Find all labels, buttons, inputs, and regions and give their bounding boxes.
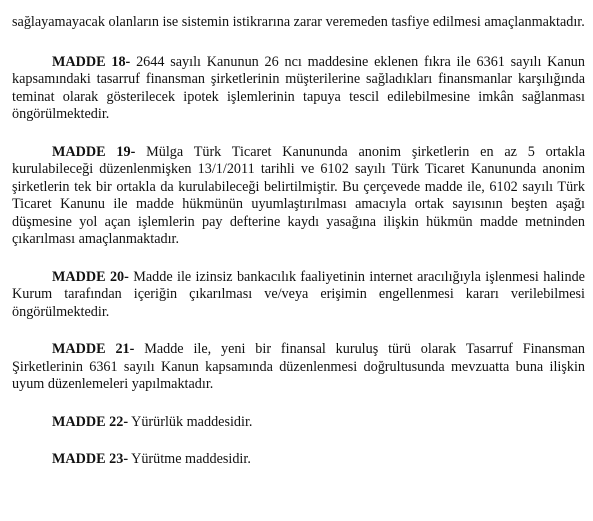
article-label: MADDE 19-: [52, 143, 136, 160]
article-label: MADDE 23-: [52, 451, 129, 467]
paragraph-text: sağlayamayacak olanların ise sistemin istikrarına zarar veremeden tasfiye edilmesi amaçlanmaktadır.: [12, 14, 585, 30]
paragraph-madde-23: [12, 451, 585, 469]
paragraph-madde-19: [12, 144, 585, 249]
paragraph-text: Yürürlük maddesidir.: [128, 413, 253, 430]
paragraph-text: Mülga Türk Ticaret Kanununda anonim şirketlerin en az 5 ortakla kurulabileceği düzenlenmişken 13/1/2011 tarihli ve 6102 sayılı Türk Ticaret Kanununda anonim şirketlerin tek bir ortakla da kurulabileceği belirtilmiştir. Bu çerçevede madde ile, 6102 sayılı Türk Ticaret Kanunu ile madde hükmünün uyumlaştırılması amacıyla ortak sayısının beşten aşağı düşmesine yol açan işlemlerin pay defterine kaydı yasağına ilişkin hükmün madde metninden çıkarılması amaçlanmaktadır.: [12, 143, 585, 247]
paragraph-madde-20: [12, 269, 585, 322]
paragraph-madde-22: [12, 414, 585, 432]
article-label: MADDE 22-: [52, 413, 129, 430]
article-label: MADDE 21-: [52, 341, 135, 357]
paragraph-continuation: [12, 14, 585, 32]
article-label: MADDE 18-: [52, 53, 131, 70]
paragraph-text: Yürütme maddesidir.: [128, 451, 251, 467]
paragraph-text: Madde ile, yeni bir finansal kuruluş türü olarak Tasarruf Finansman Şirketlerinin 6361 sayılı Kanun kapsamında düzenlenmesi doğrultusunda mevzuatta buna ilişkin uyum düzenlemeleri yapılmaktadır.: [12, 341, 585, 392]
paragraph-text: 2644 sayılı Kanunun 26 ncı maddesine eklenen fıkra ile 6361 sayılı Kanun kapsamındaki tasarruf finansman şirketlerinin müşterilerine sağladıkları finansmanlar karşılığında teminat olarak gösterilecek ipotek işlemlerinin tapuya tescil edilebilmesine imkân sağlanması öngörülmektedir.: [12, 53, 585, 122]
paragraph-madde-18: [12, 54, 585, 124]
paragraph-text: Madde ile izinsiz bankacılık faaliyetinin internet aracılığıyla işlenmesi halinde Kurum tarafından içeriğin çıkarılması ve/veya erişimin engellenmesi kararı verilebilmesi öngörülmektedir.: [12, 268, 585, 320]
paragraph-madde-21: [12, 341, 585, 394]
article-label: MADDE 20-: [52, 268, 129, 285]
